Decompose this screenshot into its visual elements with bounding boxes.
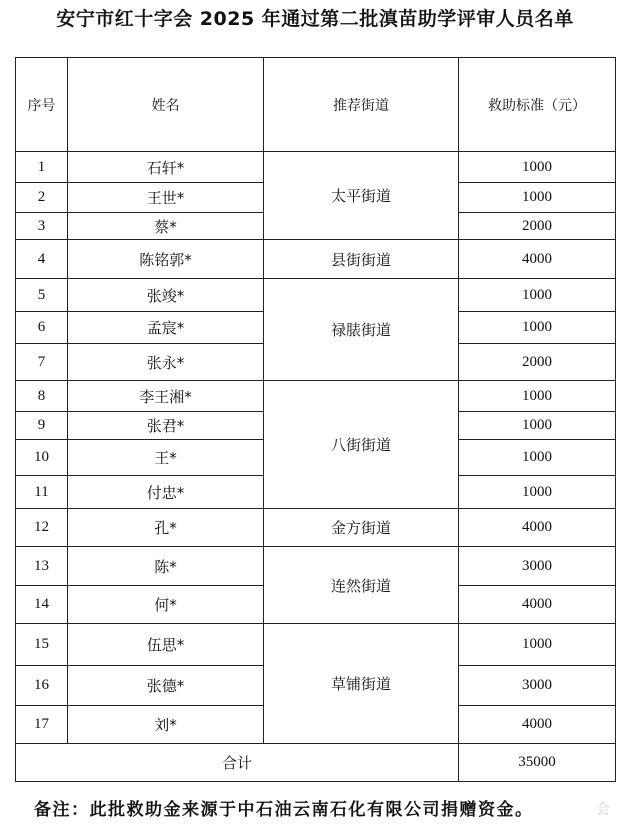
row-amount: 1000 [459,440,616,476]
row-name: 陈铭郭* [68,240,264,279]
header-name: 姓名 [68,58,264,152]
row-index: 11 [16,476,68,509]
row-index: 10 [16,440,68,476]
row-amount: 1000 [459,412,616,440]
header-index: 序号 [16,58,68,152]
table-row [16,624,616,666]
street-cell: 金方街道 [264,509,459,547]
row-amount: 3000 [459,547,616,586]
row-amount: 1000 [459,381,616,412]
row-amount: 4000 [459,240,616,279]
street-cell: 县街街道 [264,240,459,279]
row-amount: 1000 [459,312,616,344]
row-name: 李王湘* [68,381,264,412]
table-row [16,152,616,183]
row-amount: 1000 [459,624,616,666]
row-index: 16 [16,666,68,706]
row-index: 6 [16,312,68,344]
row-name: 伍思* [68,624,264,666]
row-index: 14 [16,586,68,624]
row-amount: 4000 [459,509,616,547]
footnote: 备注：此批救助金来源于中石油云南石化有限公司捐赠资金。 [34,800,534,820]
row-index: 3 [16,213,68,240]
row-name: 石轩* [68,152,264,183]
row-amount: 1000 [459,279,616,312]
row-amount: 1000 [459,183,616,213]
street-cell: 连然街道 [264,547,459,624]
total-amount: 35000 [459,744,616,782]
total-row [16,744,616,782]
table-row [16,279,616,312]
row-amount: 4000 [459,586,616,624]
row-name: 蔡* [68,213,264,240]
row-index: 8 [16,381,68,412]
row-index: 17 [16,706,68,744]
row-name: 何* [68,586,264,624]
row-index: 15 [16,624,68,666]
row-name: 孟宸* [68,312,264,344]
header-amount: 救助标准（元） [459,58,616,152]
row-amount: 1000 [459,152,616,183]
row-index: 4 [16,240,68,279]
table-row [16,240,616,279]
recipients-table [15,57,616,782]
row-index: 9 [16,412,68,440]
row-name: 刘* [68,706,264,744]
street-cell: 草铺街道 [264,624,459,744]
row-name: 张竣* [68,279,264,312]
row-name: 陈* [68,547,264,586]
row-name: 王世* [68,183,264,213]
row-name: 张君* [68,412,264,440]
row-index: 7 [16,344,68,381]
street-cell: 禄脿街道 [264,279,459,381]
row-index: 12 [16,509,68,547]
row-amount: 2000 [459,213,616,240]
row-index: 1 [16,152,68,183]
total-label: 合计 [16,744,459,782]
table-row [16,547,616,586]
row-index: 13 [16,547,68,586]
row-amount: 4000 [459,706,616,744]
table-row [16,509,616,547]
row-index: 5 [16,279,68,312]
row-name: 张永* [68,344,264,381]
page-title: 安宁市红十字会 2025 年通过第二批滇苗助学评审人员名单 [56,8,574,30]
watermark: 会 [596,802,610,818]
table-row [16,381,616,412]
table-header-row [16,58,616,152]
row-index: 2 [16,183,68,213]
row-name: 孔* [68,509,264,547]
row-amount: 2000 [459,344,616,381]
street-cell: 太平街道 [264,152,459,240]
street-cell: 八街街道 [264,381,459,509]
row-amount: 1000 [459,476,616,509]
row-name: 王* [68,440,264,476]
header-street: 推荐街道 [264,58,459,152]
row-name: 付忠* [68,476,264,509]
row-amount: 3000 [459,666,616,706]
row-name: 张德* [68,666,264,706]
